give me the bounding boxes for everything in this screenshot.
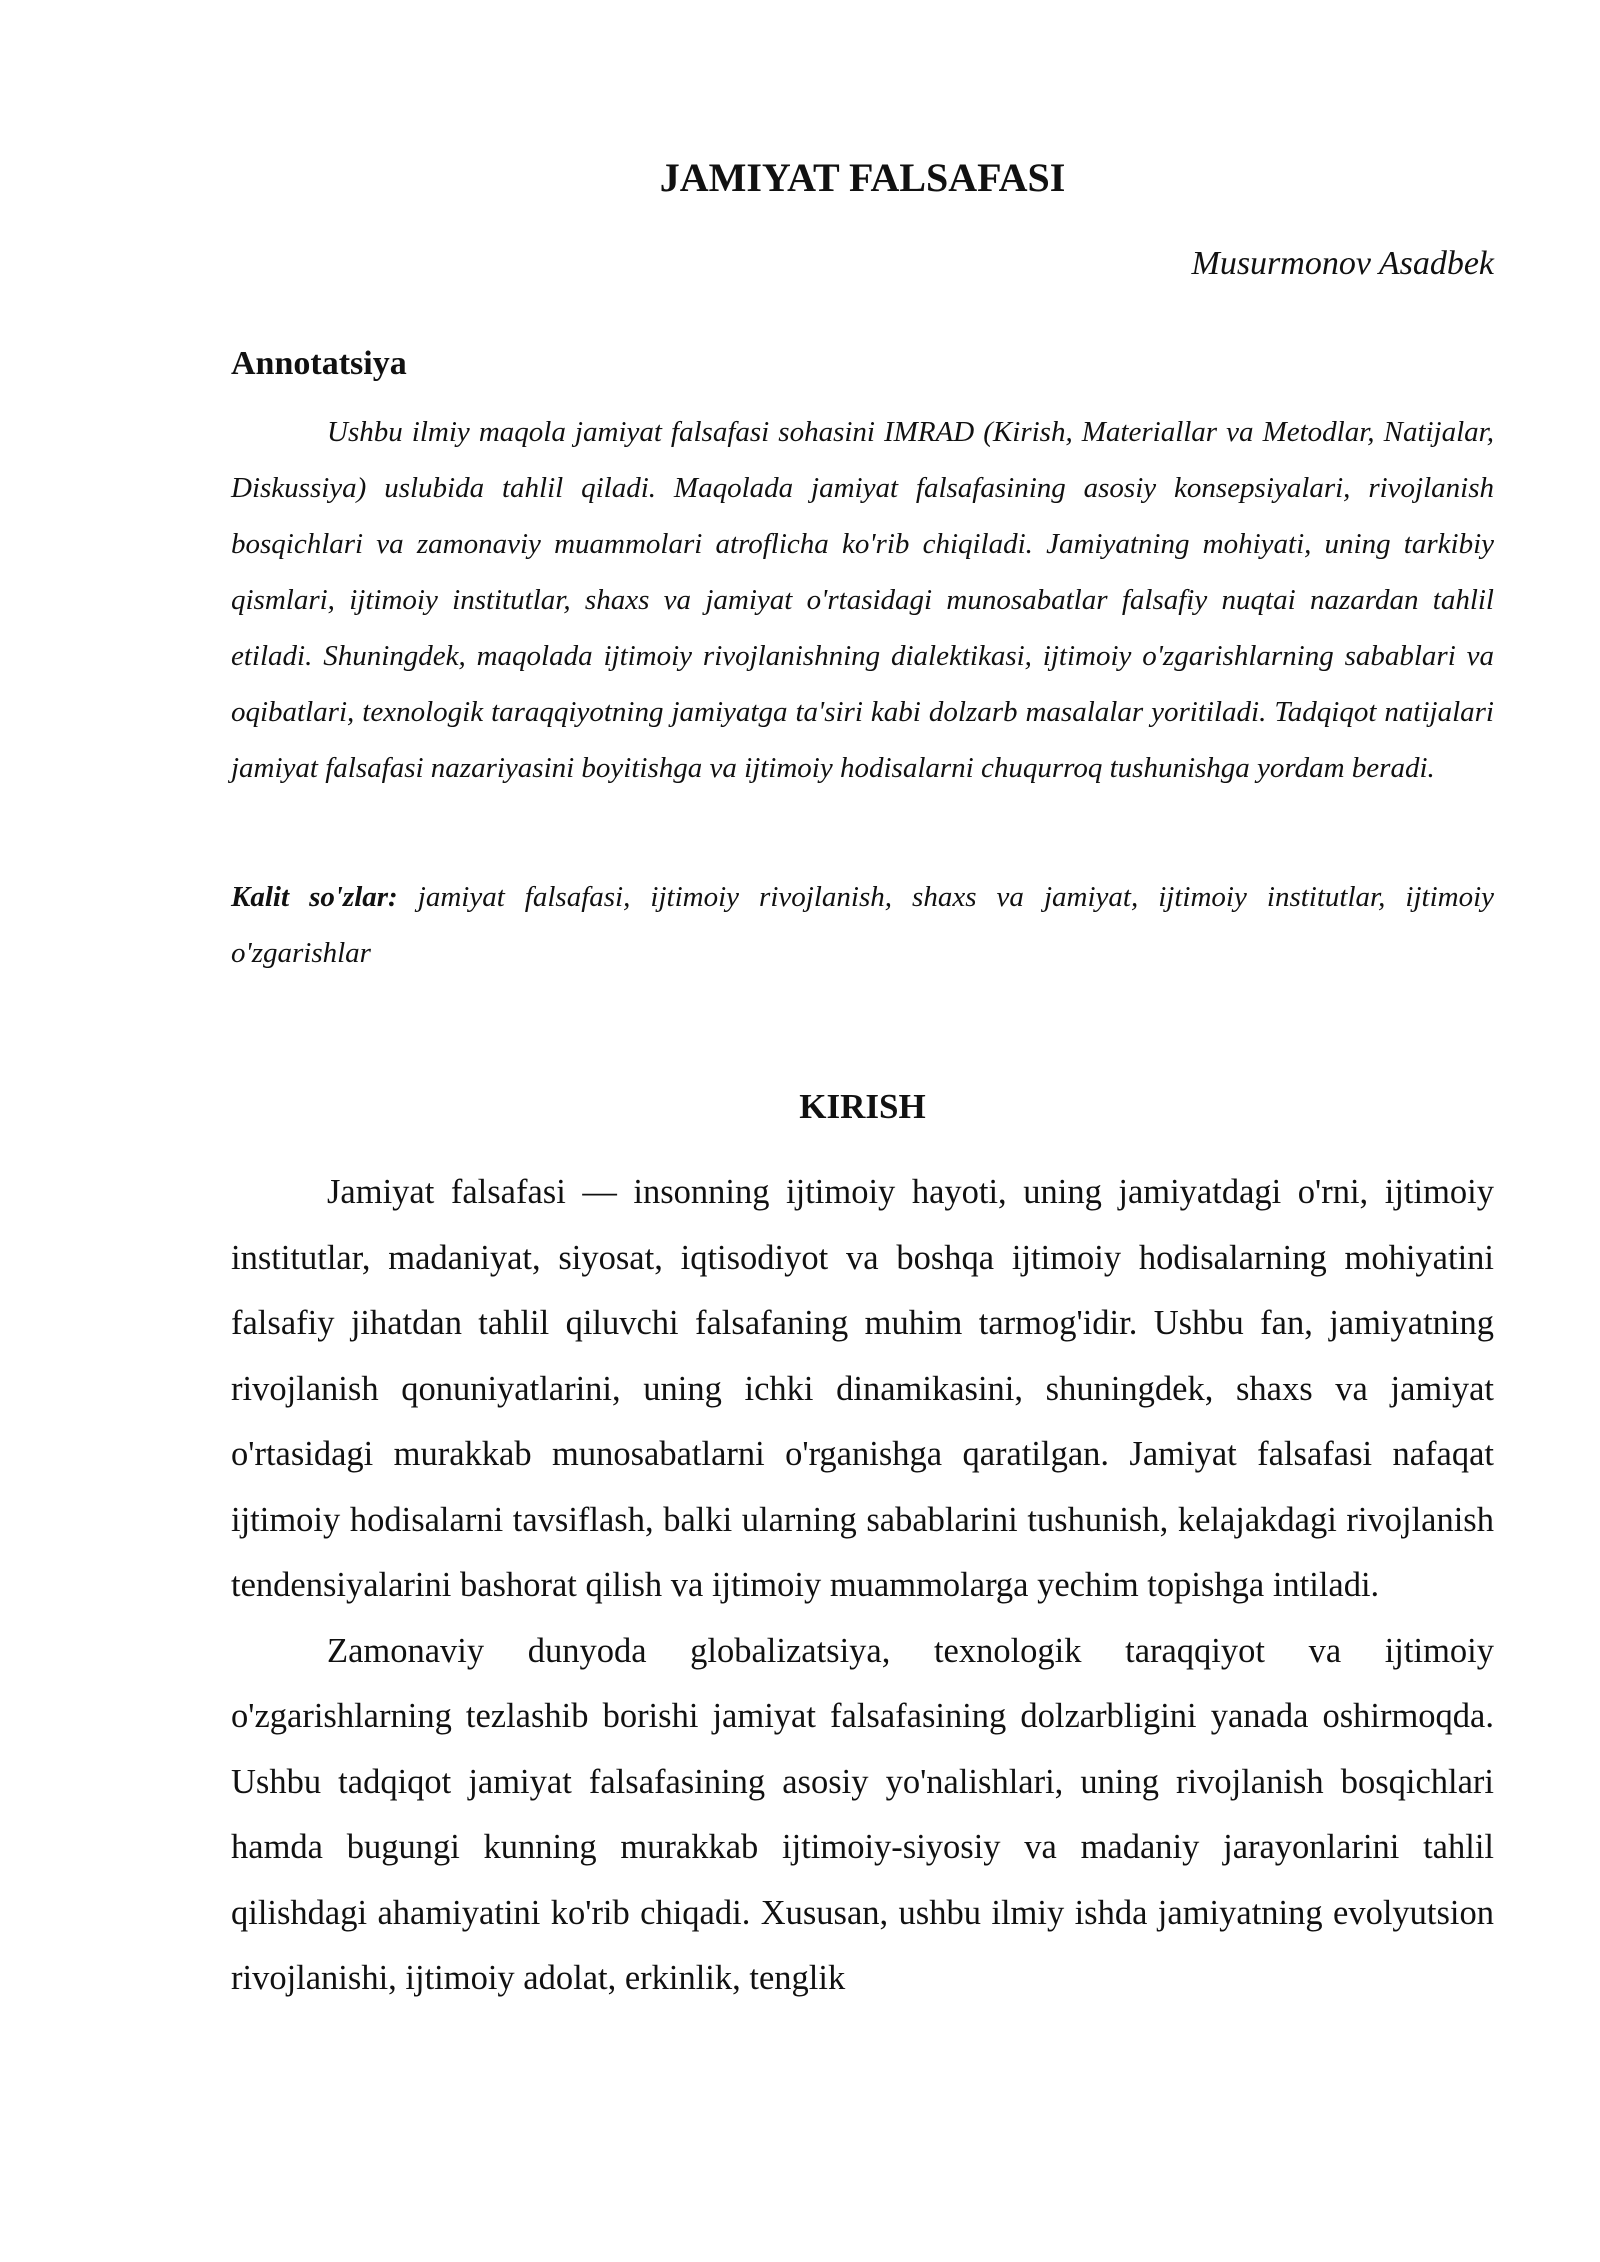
introduction-paragraph-2: Zamonaviy dunyoda globalizatsiya, texnologik taraqqiyot va ijtimoiy o'zgarishlarning tezlashib borishi jamiyat falsafasining dolzarbligini yanada oshirmoqda. Ushbu tadqiqot jamiyat falsafasining asosiy yo'nalishlari, uning rivojlanish bosqichlari hamda bugungi kunning murakkab ijtimoiy-siyosiy va madaniy jarayonlarini tahlil qilishdagi ahamiyatini ko'rib chiqadi. Xususan, ushbu ilmiy ishda jamiyatning evolyutsion rivojlanishi, ijtimoiy adolat, erkinlik, tenglik: [231, 1631, 1494, 1997]
keywords-label: Kalit so'zlar:: [231, 881, 398, 913]
introduction-paragraph-1: Jamiyat falsafasi — insonning ijtimoiy hayoti, uning jamiyatdagi o'rni, ijtimoiy institutlar, madaniyat, siyosat, iqtisodiyot va boshqa ijtimoiy hodisalarning mohiyatini falsafiy jihatdan tahlil qiluvchi falsafaning muhim tarmog'idir. Ushbu fan, jamiyatning rivojlanish qonuniyatlarini, uning ichki dinamikasini, shuningdek, shaxs va jamiyat o'rtasidagi murakkab munosabatlarni o'rganishga qaratilgan. Jamiyat falsafasi nafaqat ijtimoiy hodisalarni tavsiflash, balki ularning sabablarini tushunish, kelajakdagi rivojlanish tendensiyalarini bashorat qilish va ijtimoiy muammolarga yechim topishga intiladi.: [231, 1173, 1494, 1604]
article-title: JAMIYAT FALSAFASI: [659, 155, 1066, 200]
annotation-heading: Annotatsiya: [231, 345, 407, 382]
author-name: Musurmonov Asadbek: [1191, 245, 1494, 282]
introduction-body: [231, 1160, 1494, 2012]
section-heading-introduction: KIRISH: [799, 1087, 926, 1126]
keywords-paragraph: [231, 869, 1494, 981]
keywords-list: jamiyat falsafasi, ijtimoiy rivojlanish, shaxs va jamiyat, ijtimoiy institutlar, ijtimoiy o'zgarishlar: [231, 881, 1494, 969]
annotation-text: Ushbu ilmiy maqola jamiyat falsafasi sohasini IMRAD (Kirish, Materiallar va Metodlar, Natijalar, Diskussiya) uslubida tahlil qiladi. Maqolada jamiyat falsafasining asosiy konsepsiyalari, rivojlanish bosqichlari va zamonaviy muammolari atroflicha ko'rib chiqiladi. Jamiyatning mohiyati, uning tarkibiy qismlari, ijtimoiy institutlar, shaxs va jamiyat o'rtasidagi munosabatlar falsafiy nuqtai nazardan tahlil etiladi. Shuningdek, maqolada ijtimoiy rivojlanishning dialektikasi, ijtimoiy o'zgarishlarning sabablari va oqibatlari, texnologik taraqqiyotning jamiyatga ta'siri kabi dolzarb masalalar yoritiladi. Tadqiqot natijalari jamiyat falsafasi nazariyasini boyitishga va ijtimoiy hodisalarni chuqurroq tushunishga yordam beradi.: [231, 416, 1494, 784]
